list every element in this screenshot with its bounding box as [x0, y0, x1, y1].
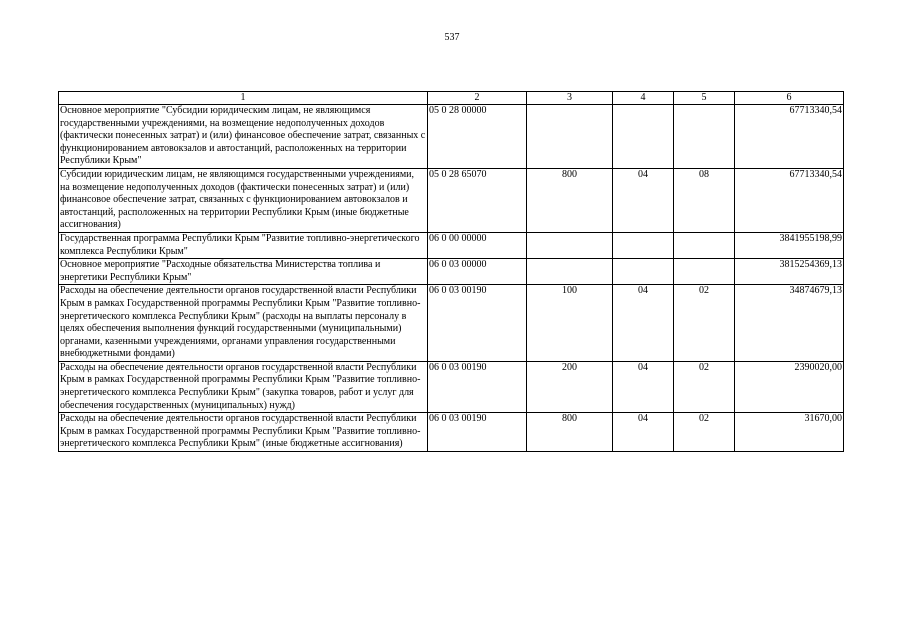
header-col-6: 6	[735, 92, 844, 105]
header-col-2: 2	[428, 92, 527, 105]
row-target-code: 05 0 28 00000	[428, 105, 527, 169]
row-target-code: 06 0 03 00190	[428, 413, 527, 452]
table-row	[59, 413, 844, 452]
row-section: 04	[613, 413, 674, 452]
header-col-5: 5	[674, 92, 735, 105]
row-section	[613, 232, 674, 258]
row-subsection: 02	[674, 285, 735, 362]
page-number: 537	[444, 32, 460, 43]
row-amount: 34874679,13	[735, 285, 844, 362]
row-target-code: 05 0 28 65070	[428, 168, 527, 232]
row-subsection	[674, 105, 735, 169]
row-description: Основное мероприятие "Субсидии юридическим лицам, не являющимся государственными учреждениями, на возмещение недополученных доходов (фактически понесенных затрат) и (или) финансовое обеспечение затрат, связанных с функционированием автовокзалов и автостанций, расположенных на территории Республики Крым"	[59, 105, 428, 169]
row-subsection: 08	[674, 168, 735, 232]
row-description: Расходы на обеспечение деятельности органов государственной власти Республики Крым в рамках Государственной программы Республики Крым "Развитие топливно-энергетического комплекса Республики Крым" (иные бюджетные ассигнования)	[59, 413, 428, 452]
row-amount: 3841955198,99	[735, 232, 844, 258]
row-section: 04	[613, 361, 674, 412]
row-expense-type: 800	[527, 413, 613, 452]
row-description: Расходы на обеспечение деятельности органов государственной власти Республики Крым в рамках Государственной программы Республики Крым "Развитие топливно-энергетического комплекса Республики Крым" (закупка товаров, работ и услуг для обеспечения государственных (муниципальных) нужд)	[59, 361, 428, 412]
row-section	[613, 105, 674, 169]
row-target-code: 06 0 03 00190	[428, 361, 527, 412]
table-row	[59, 168, 844, 232]
row-expense-type: 800	[527, 168, 613, 232]
header-col-4: 4	[613, 92, 674, 105]
row-subsection: 02	[674, 413, 735, 452]
row-subsection	[674, 259, 735, 285]
row-subsection: 02	[674, 361, 735, 412]
table-row	[59, 259, 844, 285]
row-target-code: 06 0 00 00000	[428, 232, 527, 258]
row-description: Государственная программа Республики Крым "Развитие топливно-энергетического комплекса Республики Крым"	[59, 232, 428, 258]
table-row	[59, 285, 844, 362]
row-subsection	[674, 232, 735, 258]
budget-table	[58, 91, 844, 452]
table-row	[59, 232, 844, 258]
row-section: 04	[613, 168, 674, 232]
row-expense-type: 100	[527, 285, 613, 362]
row-amount: 31670,00	[735, 413, 844, 452]
row-description: Основное мероприятие "Расходные обязательства Министерства топлива и энергетики Республики Крым"	[59, 259, 428, 285]
row-amount: 3815254369,13	[735, 259, 844, 285]
header-row	[59, 92, 844, 105]
table-row	[59, 105, 844, 169]
header-col-3: 3	[527, 92, 613, 105]
row-description: Расходы на обеспечение деятельности органов государственной власти Республики Крым в рамках Государственной программы Республики Крым "Развитие топливно-энергетического комплекса Республики Крым" (расходы на выплаты персоналу в целях обеспечения выполнения функций государственными (муниципальными) органами, казенными учреждениями, органами управления государственными внебюджетными фондами)	[59, 285, 428, 362]
row-target-code: 06 0 03 00190	[428, 285, 527, 362]
row-expense-type	[527, 259, 613, 285]
row-amount: 2390020,00	[735, 361, 844, 412]
row-expense-type	[527, 105, 613, 169]
row-section: 04	[613, 285, 674, 362]
row-expense-type: 200	[527, 361, 613, 412]
table-row	[59, 361, 844, 412]
row-amount: 67713340,54	[735, 105, 844, 169]
row-expense-type	[527, 232, 613, 258]
header-col-1: 1	[59, 92, 428, 105]
row-target-code: 06 0 03 00000	[428, 259, 527, 285]
row-description: Субсидии юридическим лицам, не являющимся государственными учреждениями, на возмещение недополученных доходов (фактически понесенных затрат) и (или) финансовое обеспечение затрат, связанных с функционированием автовокзалов и автостанций, расположенных на территории Республики Крым (иные бюджетные ассигнования)	[59, 168, 428, 232]
row-amount: 67713340,54	[735, 168, 844, 232]
row-section	[613, 259, 674, 285]
